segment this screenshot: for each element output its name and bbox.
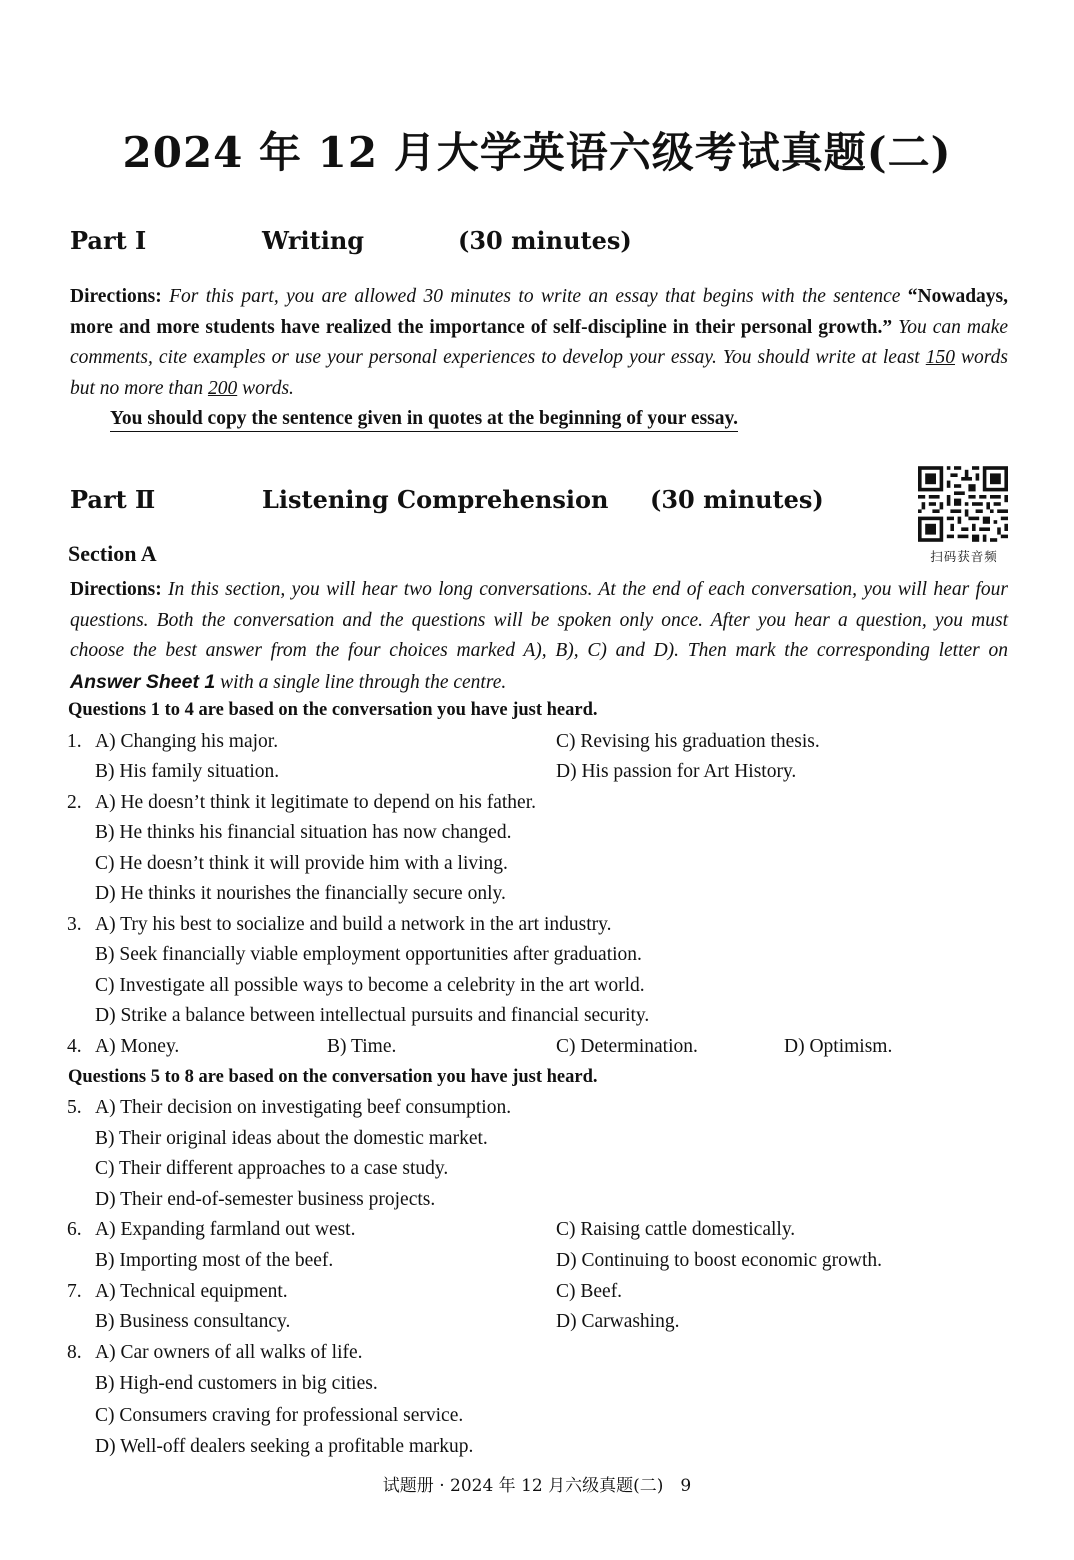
question-number: 6. [67, 1219, 82, 1240]
question-number: 1. [67, 731, 82, 752]
option-b: B) High-end customers in big cities. [95, 1373, 378, 1394]
qr-caption: 扫码获音频 [930, 549, 998, 564]
option-a: A) Try his best to socialize and build a network in the art industry. [95, 914, 612, 935]
option-d: D) Continuing to boost economic growth. [556, 1250, 883, 1271]
part1-directions [70, 282, 1008, 404]
question-number: 4. [67, 1036, 82, 1057]
qr-code-icon[interactable] [918, 466, 1008, 542]
answer-sheet-label: Answer Sheet 1 [70, 670, 216, 693]
directions-text: You can make comments, cite examples or use your personal experiences to develop your essay. You should write at least [70, 316, 1009, 368]
option-c: C) Revising his graduation thesis. [556, 731, 820, 752]
directions-text: For this part, you are allowed 30 minutes to write an essay that begins with the sentence [169, 286, 901, 307]
option-b: B) He thinks his financial situation has now changed. [95, 822, 512, 843]
directions-text: In this section, you will hear two long conversations. At the end of each conversation, you will hear four questions. Both the conversation and the questions will be spoken only once. After you hear a question, you must choose the best answer from the four choices marked A), B), C) and D). Then mark the corresponding letter on [70, 579, 1009, 661]
question-number: 8. [67, 1342, 82, 1363]
option-a: A) Car owners of all walks of life. [95, 1342, 363, 1363]
part1-name: Writing [262, 226, 365, 255]
directions-text: words. [242, 377, 294, 399]
option-b: B) Time. [327, 1036, 397, 1057]
directions-lead: Directions: [70, 579, 162, 600]
option-c: C) Their different approaches to a case study. [95, 1158, 449, 1179]
part1-time: (30 minutes) [458, 226, 632, 255]
question-number: 5. [67, 1097, 82, 1118]
part2-name: Listening Comprehension [262, 485, 609, 514]
option-c: C) Consumers craving for professional service. [95, 1405, 464, 1426]
section-a-title: Section A [68, 541, 157, 566]
max-words: 200 [207, 377, 238, 399]
option-b: B) His family situation. [95, 761, 280, 782]
option-a: A) Expanding farmland out west. [95, 1219, 356, 1240]
part2-label: Part Ⅱ [70, 485, 156, 514]
part2-directions [70, 575, 1008, 698]
question-number: 2. [67, 792, 82, 813]
essay-opening-sentence: “Nowadays, more and more students have realized the importance of self-discipline in their personal growth.” [70, 286, 1009, 338]
option-b: B) Their original ideas about the domestic market. [95, 1128, 488, 1149]
option-d: D) Their end-of-semester business projects. [95, 1189, 436, 1210]
page-title: 2024 年 12 月大学英语六级考试真题(二) [122, 128, 952, 177]
directions-text: words but no more than [70, 347, 1009, 399]
part1-label: Part Ⅰ [70, 226, 147, 255]
question-number: 7. [67, 1281, 82, 1302]
option-b: B) Business consultancy. [95, 1311, 291, 1332]
option-c: C) Beef. [556, 1281, 623, 1302]
option-d: D) Optimism. [784, 1036, 893, 1057]
min-words: 150 [925, 347, 955, 368]
copy-note: You should copy the sentence given in quotes at the beginning of your essay. [110, 408, 738, 432]
directions-text: with a single line through the centre. [220, 671, 507, 693]
option-a: A) Technical equipment. [95, 1281, 288, 1302]
question-group-1: Questions 1 to 4 are based on the conversation you have just heard. [68, 700, 598, 720]
option-a: A) Changing his major. [95, 731, 279, 752]
option-d: D) Strike a balance between intellectual pursuits and financial security. [95, 1005, 650, 1026]
part2-time: (30 minutes) [650, 485, 824, 514]
directions-lead: Directions: [70, 286, 162, 307]
option-c: C) Determination. [556, 1036, 698, 1057]
question-group-2: Questions 5 to 8 are based on the conversation you have just heard. [68, 1067, 598, 1087]
option-c: C) Raising cattle domestically. [556, 1219, 796, 1240]
option-c: C) Investigate all possible ways to become a celebrity in the art world. [95, 975, 645, 996]
question-number: 3. [67, 914, 82, 935]
option-d: D) Carwashing. [556, 1311, 680, 1332]
option-a: A) Money. [95, 1036, 180, 1057]
option-b: B) Importing most of the beef. [95, 1250, 334, 1271]
option-b: B) Seek financially viable employment opportunities after graduation. [95, 944, 642, 965]
option-a: A) He doesn’t think it legitimate to depend on his father. [95, 792, 537, 813]
option-d: D) Well-off dealers seeking a profitable markup. [95, 1436, 474, 1457]
page-footer: 试题册 · 2024 年 12 月六级真题(二) 9 [382, 1476, 692, 1496]
option-d: D) He thinks it nourishes the financially secure only. [95, 883, 506, 904]
option-c: C) He doesn’t think it will provide him with a living. [95, 853, 508, 874]
option-a: A) Their decision on investigating beef consumption. [95, 1097, 512, 1118]
option-d: D) His passion for Art History. [556, 761, 797, 782]
